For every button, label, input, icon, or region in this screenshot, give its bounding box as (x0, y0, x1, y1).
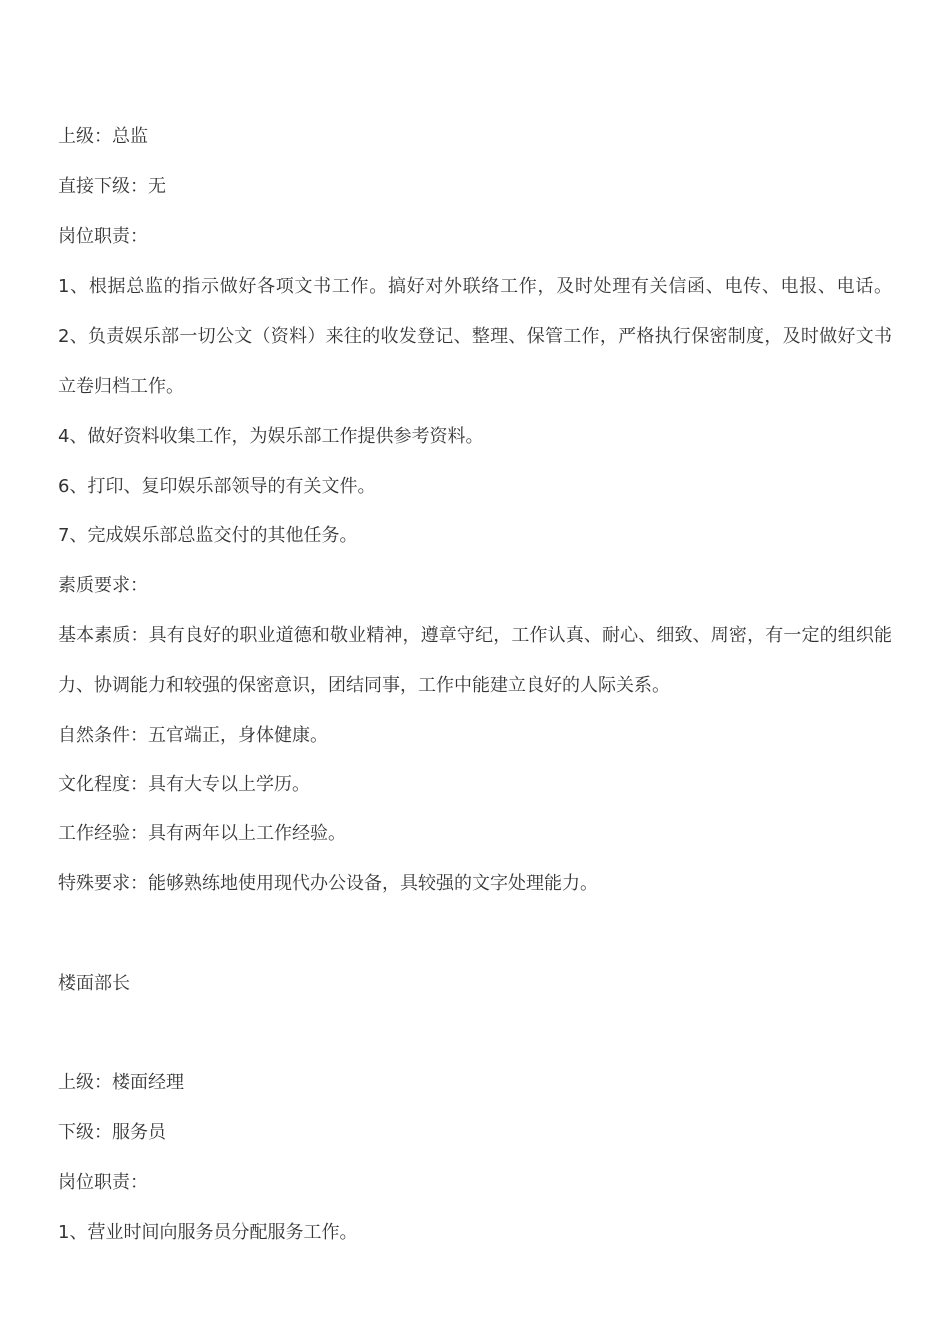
superior-line-2: 上级：楼面经理 (58, 1072, 184, 1093)
education-requirement: 文化程度：具有大专以上学历。 (58, 774, 310, 795)
subordinate-line-2: 下级：服务员 (58, 1122, 166, 1143)
duty-item-2-line1: 2、负责娱乐部一切公文（资料）来往的收发登记、整理、保管工作，严格执行保密制度，及时做好文书 (58, 326, 892, 347)
duty-item-2-line2: 立卷归档工作。 (58, 376, 184, 397)
duty-item-1: 1、根据总监的指示做好各项文书工作。搞好对外联络工作，及时处理有关信函、电传、电报、电话。 (58, 276, 892, 297)
basic-quality-line2: 力、协调能力和较强的保密意识，团结同事，工作中能建立良好的人际关系。 (58, 675, 670, 696)
natural-conditions: 自然条件：五官端正，身体健康。 (58, 725, 328, 746)
duties-heading: 岗位职责： (58, 226, 148, 247)
duties-heading-2: 岗位职责： (58, 1172, 148, 1193)
duty-item-1-section2: 1、营业时间向服务员分配服务工作。 (58, 1222, 358, 1243)
subordinate-line: 直接下级：无 (58, 176, 166, 197)
quality-heading: 素质要求： (58, 575, 148, 596)
duty-item-7: 7、完成娱乐部总监交付的其他任务。 (58, 525, 358, 546)
experience-requirement: 工作经验：具有两年以上工作经验。 (58, 823, 346, 844)
basic-quality-line1: 基本素质：具有良好的职业道德和敬业精神，遵章守纪，工作认真、耐心、细致、周密，有一定的组织能 (58, 625, 892, 646)
duty-item-6: 6、打印、复印娱乐部领导的有关文件。 (58, 476, 376, 497)
special-requirements: 特殊要求：能够熟练地使用现代办公设备，具较强的文字处理能力。 (58, 873, 598, 894)
section-title: 楼面部长 (58, 973, 130, 994)
duty-item-4: 4、做好资料收集工作，为娱乐部工作提供参考资料。 (58, 426, 484, 447)
superior-line: 上级：总监 (58, 126, 148, 147)
